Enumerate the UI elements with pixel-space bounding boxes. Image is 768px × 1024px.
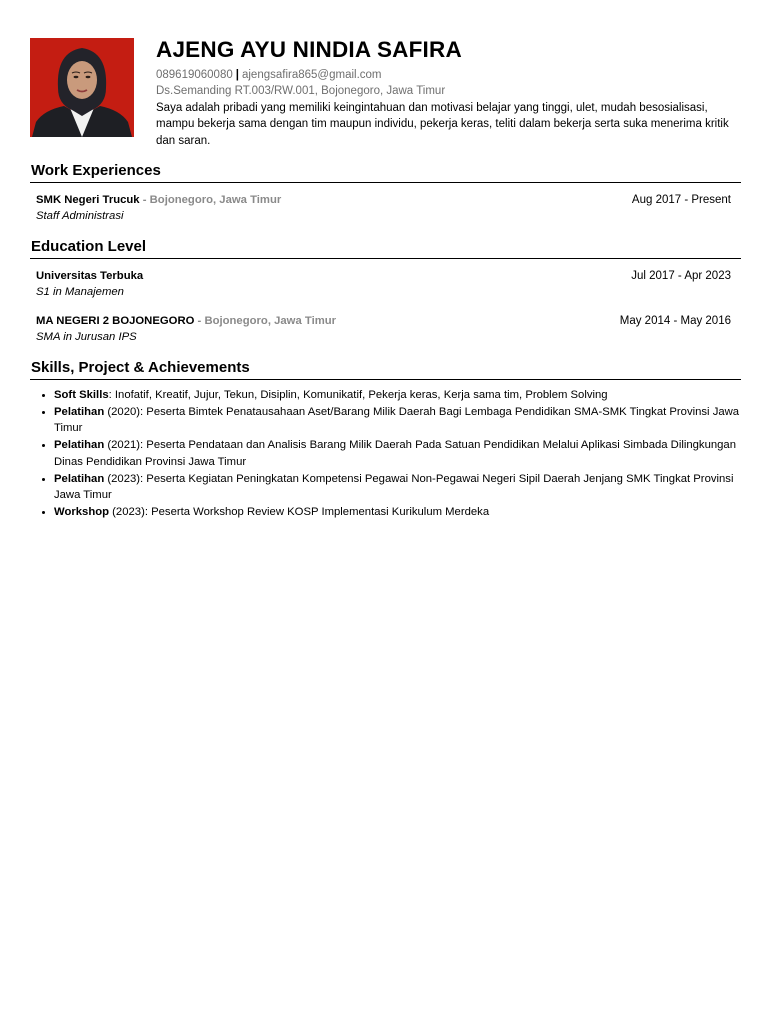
profile-summary: Saya adalah pribadi yang memiliki keingintahuan dan motivasi belajar yang tinggi, ulet, mudah besosialisasi, mampu bekerja sama dengan tim maupun individu, pekerja keras, teliti dalam bekerja serta suka menerima kritik dan saran.	[156, 102, 729, 147]
skill-text: (2023): Peserta Workshop Review KOSP Implementasi Kurikulum Merdeka	[109, 506, 490, 519]
profile-photo-image	[30, 38, 134, 137]
skill-label: Pelatihan	[54, 439, 105, 452]
section-divider	[30, 182, 741, 183]
contact-line	[156, 67, 740, 83]
section-divider	[30, 258, 741, 259]
phone-number: 089619060080	[156, 69, 233, 81]
institution-name: MA NEGERI 2 BOJONEGORO	[36, 315, 195, 327]
list-item	[54, 437, 741, 470]
list-item	[54, 387, 741, 403]
education-entry	[30, 313, 741, 347]
education-entry	[30, 268, 741, 302]
candidate-name: AJENG AYU NINDIA SAFIRA	[156, 37, 462, 62]
work-entry	[30, 192, 741, 226]
location-dash: -	[194, 315, 205, 327]
email-address[interactable]: ajengsafira865@gmail.com	[241, 69, 382, 81]
employer-name: SMK Negeri Trucuk	[36, 194, 140, 206]
section-title-skills: Skills, Project & Achievements	[31, 359, 250, 376]
home-address: Ds.Semanding RT.003/RW.001, Bojonegoro, Jawa Timur	[156, 85, 446, 97]
list-item	[54, 504, 741, 520]
location-dash: -	[139, 194, 150, 206]
employer-location: Bojonegoro, Jawa Timur	[149, 194, 282, 206]
section-title-education: Education Level	[31, 238, 147, 255]
work-experience-section	[30, 161, 741, 226]
degree: S1 in Manajemen	[36, 286, 124, 298]
job-title: Staff Administrasi	[36, 210, 124, 222]
section-divider	[30, 379, 741, 380]
profile-photo	[30, 38, 134, 137]
work-date: Aug 2017 - Present	[631, 194, 731, 206]
skill-label: Soft Skills	[54, 389, 109, 401]
institution-name: Universitas Terbuka	[36, 270, 144, 282]
institution-location: Bojonegoro, Jawa Timur	[204, 315, 337, 327]
skill-label: Pelatihan	[54, 406, 105, 418]
skill-text: (2023): Peserta Kegiatan Peningkatan Kompetensi Pegawai Non-Pegawai Negeri Sipil Daerah Jenjang SMK Tingkat Provinsi Jawa Timur	[54, 472, 734, 502]
header	[156, 36, 740, 149]
section-title-work: Work Experiences	[31, 162, 161, 179]
skills-section	[30, 358, 741, 521]
degree: SMA in Jurusan IPS	[36, 331, 137, 343]
skills-list	[30, 387, 741, 521]
list-item	[54, 471, 741, 504]
list-item	[54, 404, 741, 437]
contact-separator: |	[235, 69, 239, 81]
skill-label: Pelatihan	[54, 472, 105, 485]
education-section	[30, 237, 741, 347]
education-date: May 2014 - May 2016	[619, 315, 731, 327]
education-date: Jul 2017 - Apr 2023	[631, 270, 731, 282]
skill-text: (2020): Peserta Bimtek Penatausahaan Aset/Barang Milik Daerah Bagi Lembaga Pendidikan SMA-SMK Tingkat Provinsi Jawa Timur	[54, 406, 740, 435]
skill-text: (2021): Peserta Pendataan dan Analisis Barang Milik Daerah Pada Satuan Pendidikan Melalui Aplikasi Simbada Dilingkungan Dinas Pendidikan Provinsi Jawa Timur	[54, 439, 736, 468]
skill-text: : Inofatif, Kreatif, Jujur, Tekun, Disiplin, Komunikatif, Pekerja keras, Kerja sama tim, Problem Solving	[108, 389, 608, 401]
skill-label: Workshop	[54, 506, 110, 519]
